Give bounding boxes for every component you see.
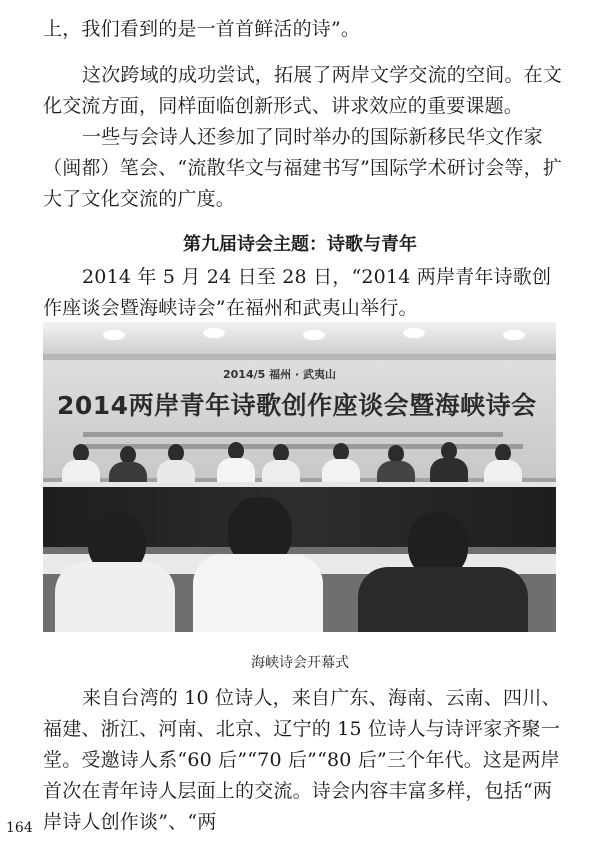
- audience-body: [55, 562, 175, 632]
- banner-date: 2014/5 福州 · 武夷山: [223, 368, 336, 381]
- ceiling-light: [103, 330, 125, 340]
- ceiling-light: [403, 328, 425, 338]
- section-title: 第九届诗会主题：诗歌与青年: [183, 234, 417, 255]
- paragraph-5: 来自台湾的 10 位诗人，来自广东、海南、云南、四川、福建、浙江、河南、北京、辽宁的 15 位诗人与诗评家齐聚一堂。受邀诗人系“60 后”“70 后”“80 后”三个年代。这是两岸首次在青年诗人层面上的交流。诗会内容丰富多样，包括“两岸诗人创作谈”、“两: [43, 687, 561, 833]
- ceiling-light: [303, 330, 325, 340]
- paragraph-2: 这次跨域的成功尝试，拓展了两岸文学交流的空间。在文化交流方面，同样面临创新形式、讲求效应的重要课题。: [43, 64, 563, 117]
- conference-photo: [43, 322, 556, 632]
- photo-caption: 海峡诗会开幕式: [251, 655, 349, 671]
- page-number: 164: [6, 820, 33, 836]
- paragraph-1: 上，我们看到的是一首首鲜活的诗”。: [43, 18, 361, 40]
- paragraph-4: 2014 年 5 月 24 日至 28 日，“2014 两岸青年诗歌创作座谈会暨海峡诗会”在福州和武夷山举行。: [43, 266, 552, 319]
- banner-subline: [83, 432, 503, 437]
- audience-body: [358, 567, 528, 632]
- paragraph-3: 一些与会诗人还参加了同时举办的国际新移民华文作家（闽都）笔会、“流散华文与福建书写”国际学术研讨会等，扩大了文化交流的广度。: [43, 126, 563, 210]
- banner-title: 2014两岸青年诗歌创作座谈会暨海峡诗会: [57, 391, 537, 420]
- ceiling-light: [203, 328, 225, 338]
- audience-body: [193, 554, 323, 632]
- ceiling-light: [503, 330, 525, 340]
